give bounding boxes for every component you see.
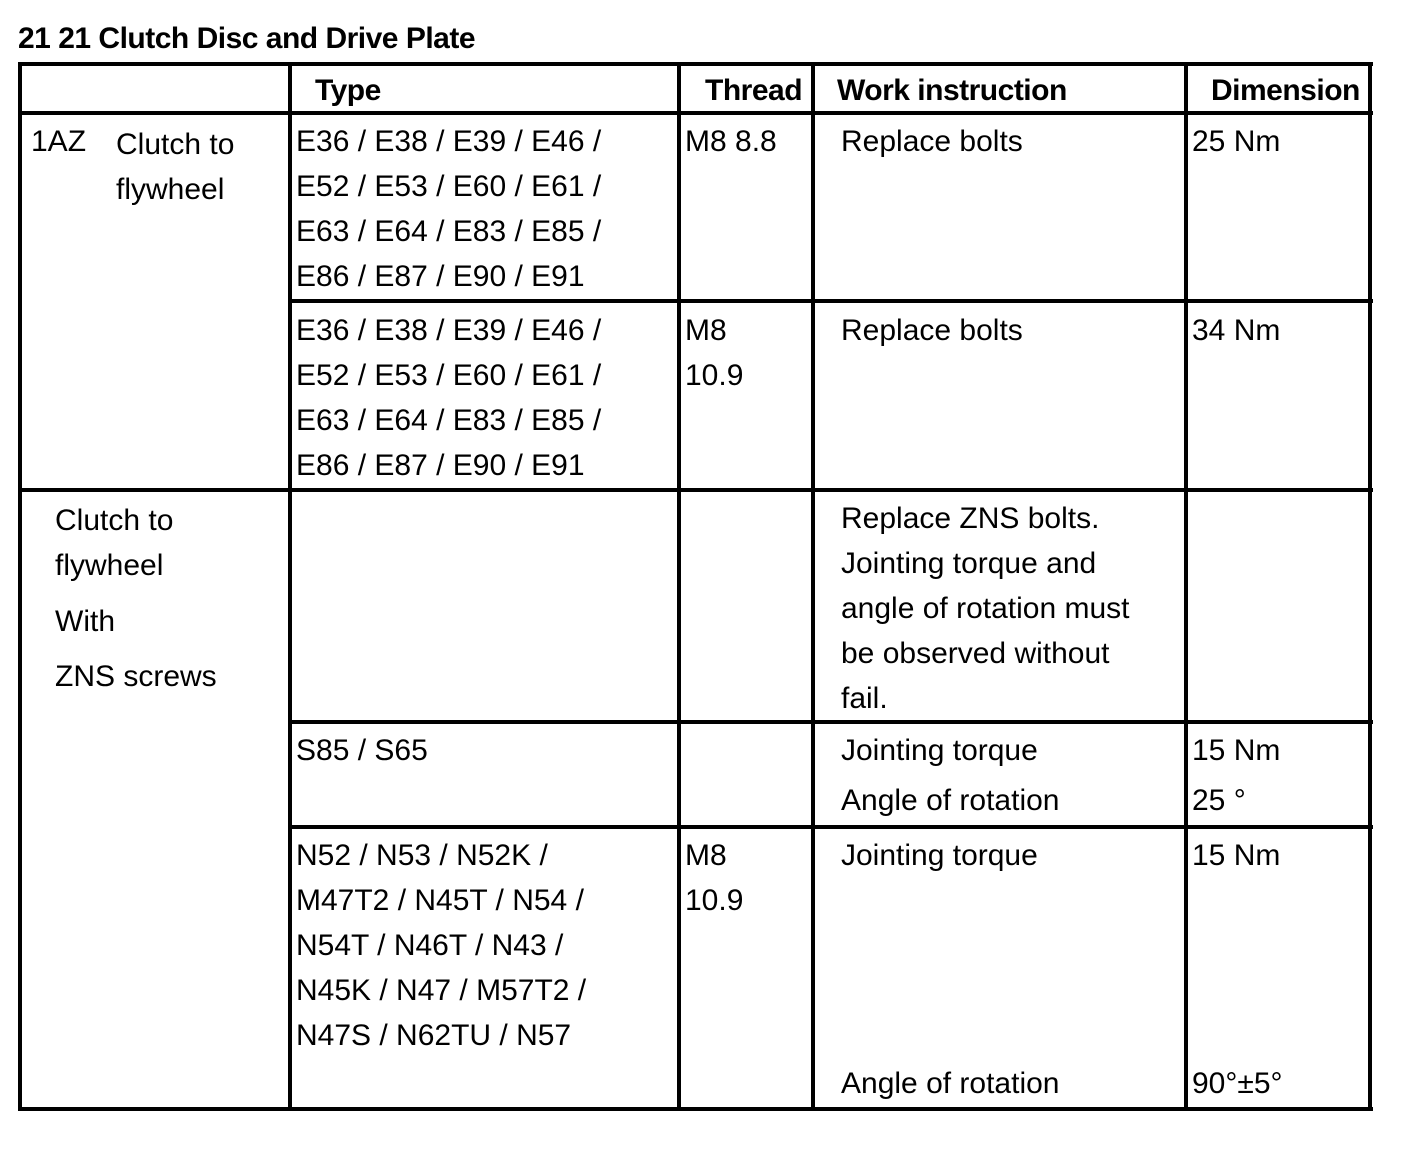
cell-work-instruction: Replace bolts <box>841 125 1023 158</box>
cell-dimension: 25 Nm <box>1192 125 1281 158</box>
column-divider <box>288 62 292 1111</box>
table-border-right <box>1368 62 1372 1111</box>
row-code: 1AZ <box>31 125 87 158</box>
row-divider <box>288 299 1373 303</box>
cell-type: E36 / E38 / E39 / E46 / E52 / E53 / E60 / E61 / E63 / E64 / E83 / E85 / E86 / E87 / E90 / E91 <box>296 125 602 293</box>
cell-type: N52 / N53 / N52K / M47T2 / N45T / N54 / N54T / N46T / N43 / N45K / N47 / M57T2 / N47S / N62TU / N57 <box>296 839 587 1052</box>
column-divider <box>811 62 815 1111</box>
cell-work-instruction: Jointing torque <box>841 734 1038 767</box>
cell-thread: M8 10.9 <box>685 314 744 392</box>
header-thread: Thread <box>705 74 803 107</box>
cell-work-instruction: Jointing torque <box>841 839 1038 872</box>
page-title: 21 21 Clutch Disc and Drive Plate <box>18 22 476 55</box>
row-description: Clutch to flywheel <box>116 128 235 206</box>
row-divider <box>288 720 1373 724</box>
row-description-line: Clutch to <box>55 504 174 537</box>
cell-work-instruction: Angle of rotation <box>841 784 1060 817</box>
cell-work-instruction: Replace bolts <box>841 314 1023 347</box>
row-description-line: With <box>55 605 115 638</box>
cell-dimension: 90°±5° <box>1192 1067 1283 1100</box>
cell-dimension: 25 ° <box>1192 784 1246 817</box>
cell-dimension: 15 Nm <box>1192 734 1281 767</box>
column-divider <box>677 62 681 1111</box>
cell-work-instruction: Replace ZNS bolts. Jointing torque and angle of rotation must be observed without fail. <box>841 502 1130 715</box>
cell-dimension: 15 Nm <box>1192 839 1281 872</box>
table-border-left <box>18 62 22 1111</box>
table-border-bottom <box>18 1107 1373 1111</box>
column-divider <box>1184 62 1188 1111</box>
cell-type: E36 / E38 / E39 / E46 / E52 / E53 / E60 / E61 / E63 / E64 / E83 / E85 / E86 / E87 / E90 / E91 <box>296 314 602 482</box>
cell-thread: M8 8.8 <box>685 125 777 158</box>
row-divider <box>18 488 1373 492</box>
header-dimension: Dimension <box>1211 74 1360 107</box>
header-divider <box>18 111 1373 115</box>
row-description-line: flywheel <box>55 549 164 582</box>
row-divider <box>288 825 1373 829</box>
cell-dimension: 34 Nm <box>1192 314 1281 347</box>
cell-work-instruction: Angle of rotation <box>841 1067 1060 1100</box>
cell-thread: M8 10.9 <box>685 839 744 917</box>
table-border-top <box>18 62 1373 66</box>
cell-type: S85 / S65 <box>296 734 428 767</box>
header-work-instruction: Work instruction <box>837 74 1067 107</box>
header-type: Type <box>315 74 381 107</box>
row-description-line: ZNS screws <box>55 660 217 693</box>
